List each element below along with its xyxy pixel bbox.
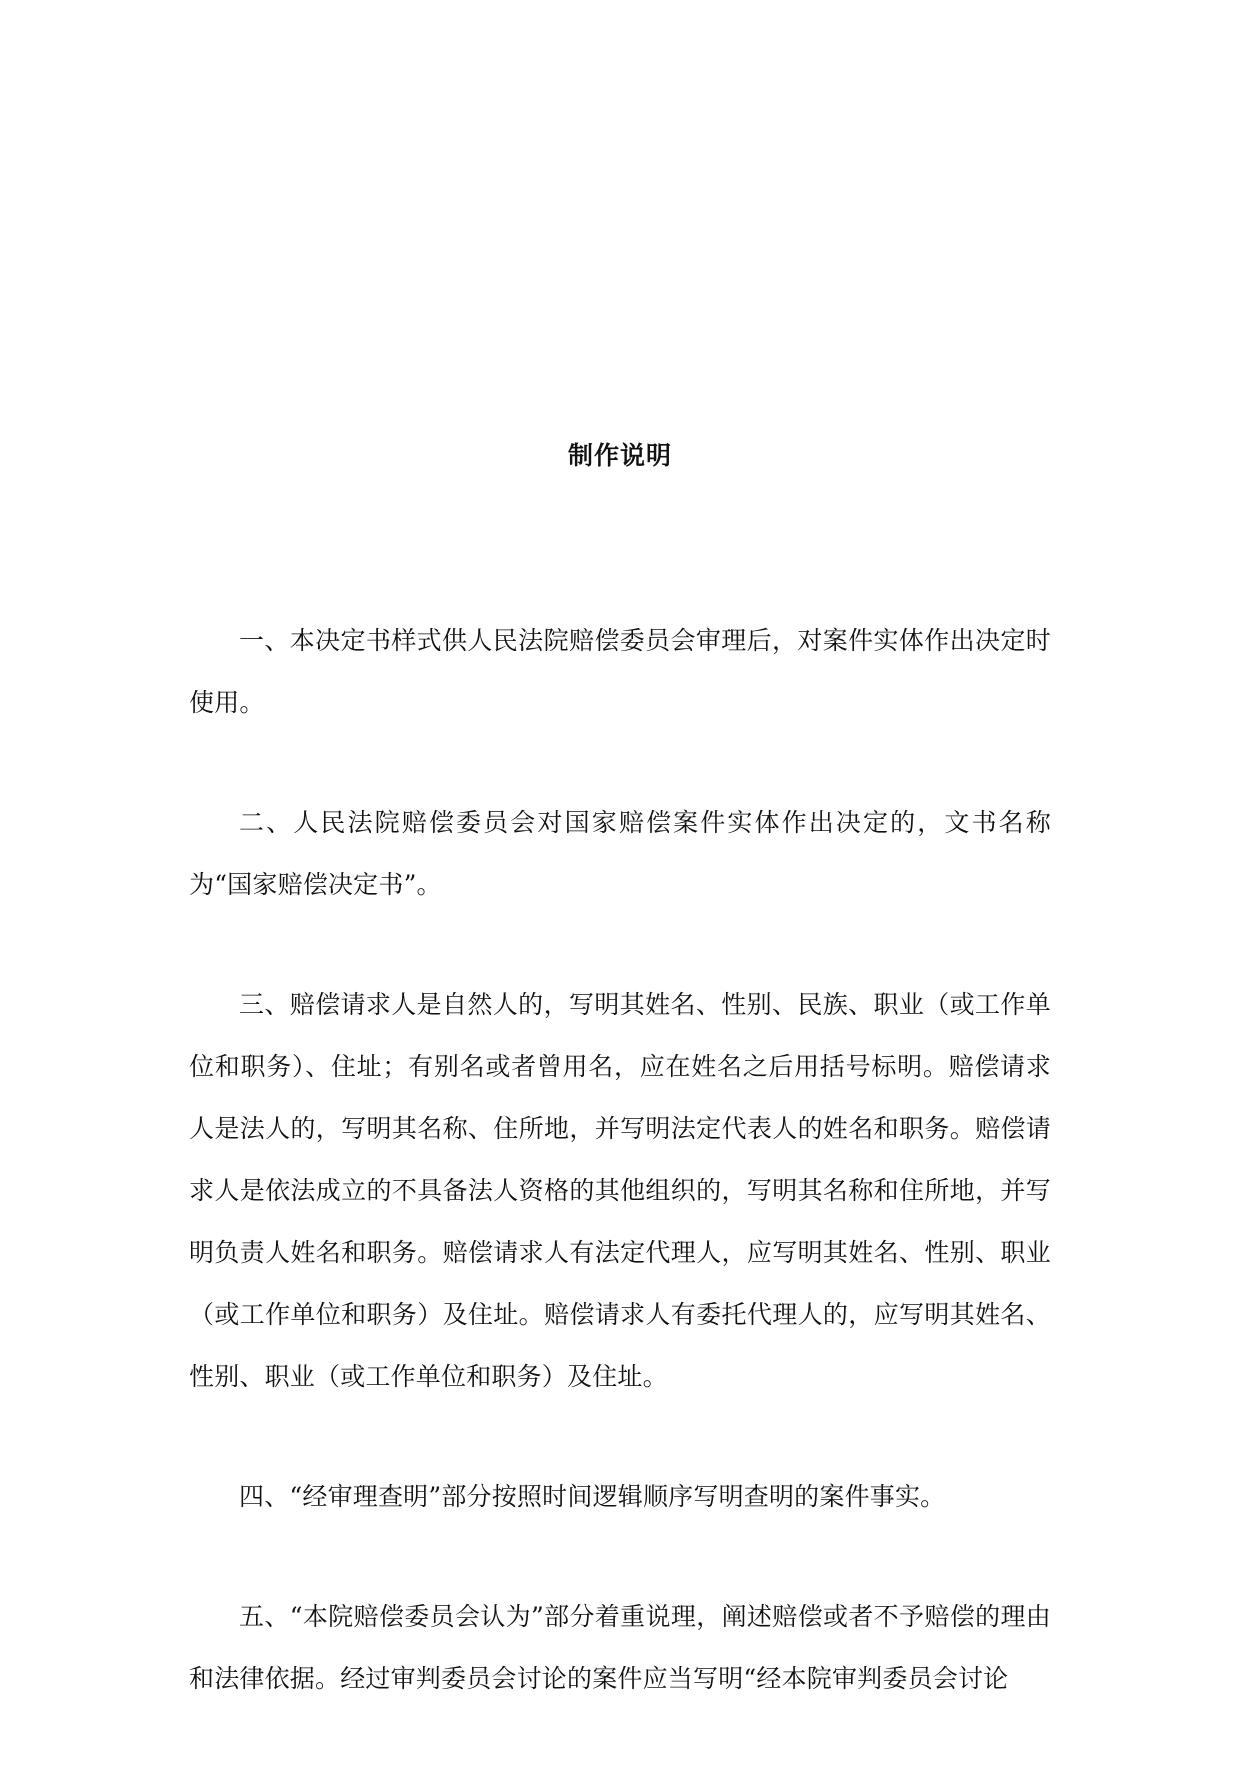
paragraph-2: 二、人民法院赔偿委员会对国家赔偿案件实体作出决定的，文书名称为“国家赔偿决定书”。 [189, 808, 1051, 899]
paragraph-1: 一、本决定书样式供人民法院赔偿委员会审理后，对案件实体作出决定时使用。 [189, 626, 1051, 717]
paragraph-3: 三、赔偿请求人是自然人的，写明其姓名、性别、民族、职业（或工作单位和职务）、住址；有别名或者曾用名，应在姓名之后用括号标明。赔偿请求人是法人的，写明其名称、住所地，并写明法定代表人的姓名和职务。赔偿请求人是依法成立的不具备法人资格的其他组织的，写明其名称和住所地，并写明负责人姓名和职务。赔偿请求人有法定代理人，应写明其姓名、性别、职业（或工作单位和职务）及住址。赔偿请求人有委托代理人的，应写明其姓名、性别、职业（或工作单位和职务）及住址。 [189, 990, 1051, 1391]
paragraph-4: 四、“经审理查明”部分按照时间逻辑顺序写明查明的案件事实。 [239, 1482, 946, 1511]
page-title: 制作说明 [567, 441, 672, 470]
document-body [189, 610, 1051, 1768]
paragraph-5: 五、“本院赔偿委员会认为”部分着重说理，阐述赔偿或者不予赔偿的理由和法律依据。经过审判委员会讨论的案件应当写明“经本院审判委员会讨论 [189, 1602, 1051, 1693]
